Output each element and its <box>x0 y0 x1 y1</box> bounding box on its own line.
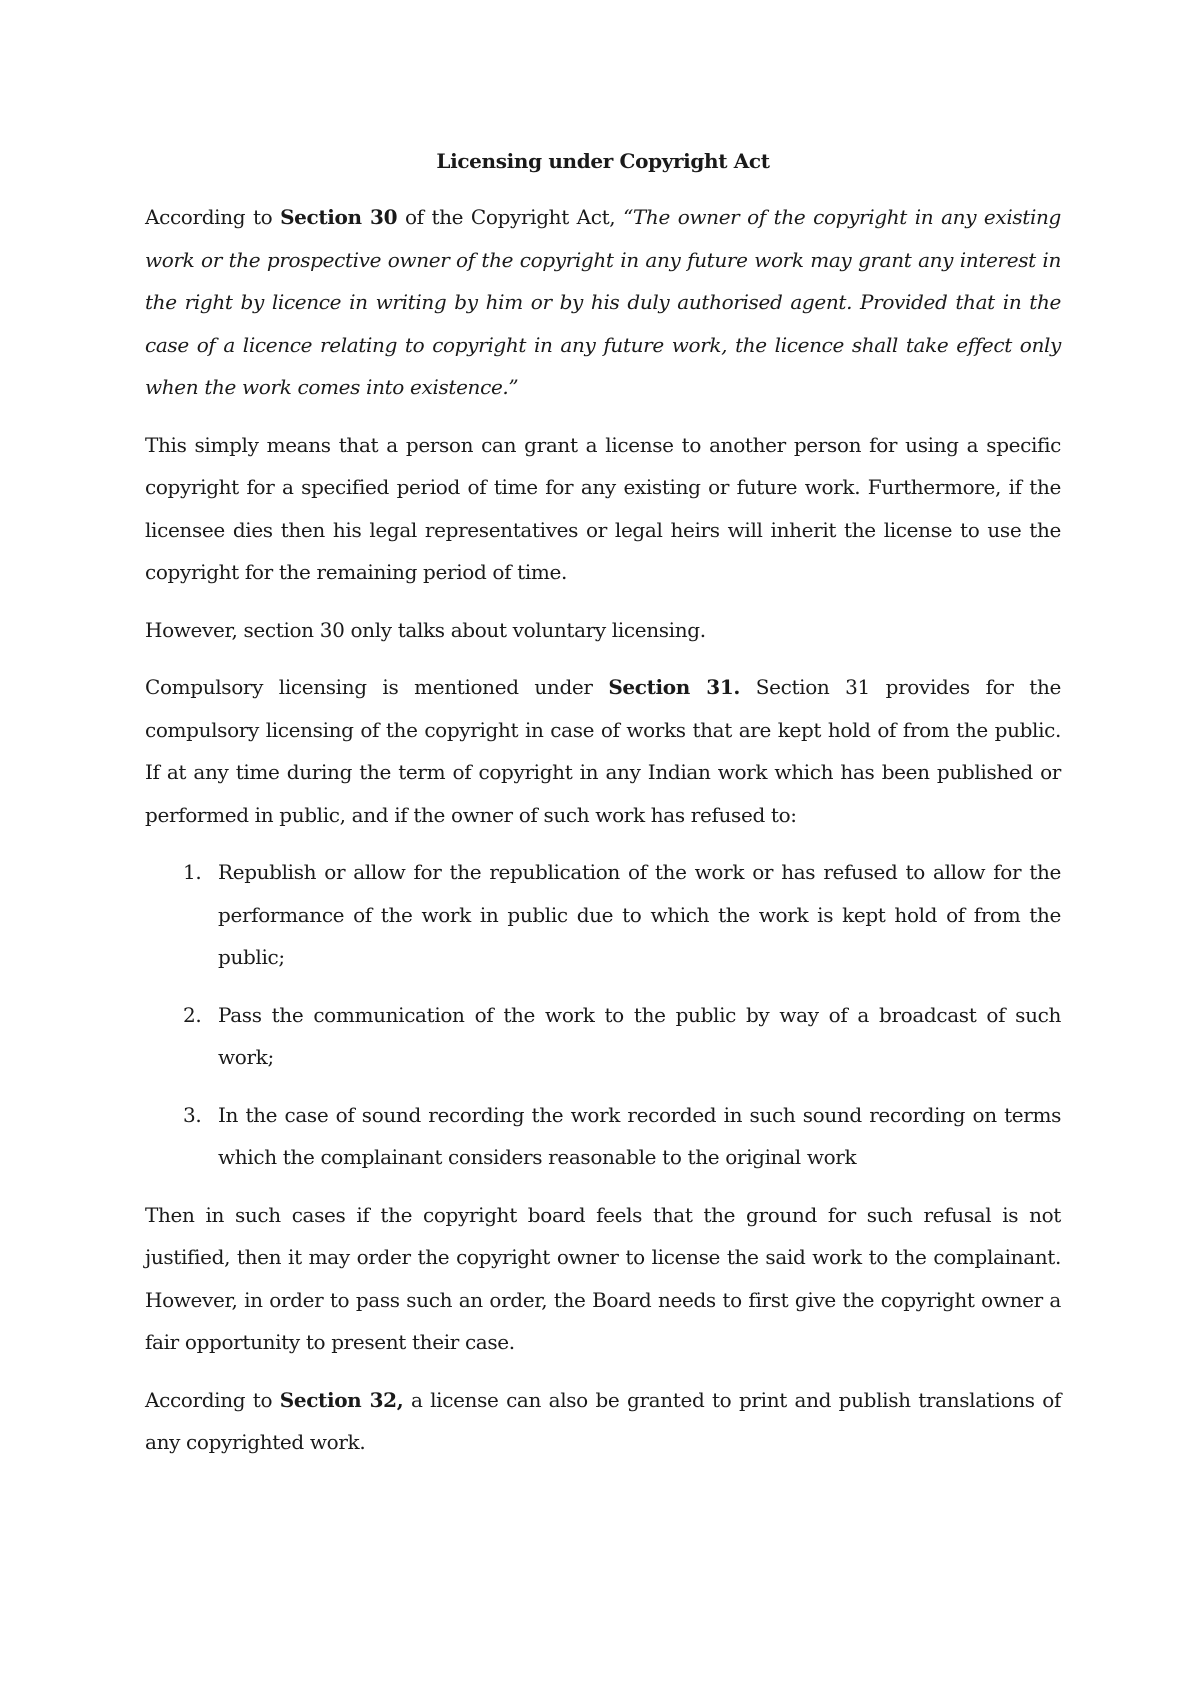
p1-intro-text-cont: of the Copyright Act, <box>397 205 624 229</box>
list-item <box>145 851 1061 979</box>
list-item-text: Republish or allow for the republication of the work or has refused to allow for the performance of the work in public due to which the work is kept hold of from the public; <box>218 860 1061 969</box>
paragraph-board-order: Then in such cases if the copyright board feels that the ground for such refusal is not justified, then it may order the copyright owner to license the said work to the complainant. However, in order to pass such an order, the Board needs to first give the copyright owner a fair opportunity to present their case. <box>145 1202 1061 1354</box>
paragraph-section-31 <box>145 666 1061 836</box>
list-item-number: 1. <box>183 860 202 884</box>
p1-intro-text: According to <box>145 205 281 229</box>
section-32-bold: Section 32, <box>279 1387 404 1412</box>
paragraph-section-32 <box>145 1379 1061 1464</box>
section-31-bold: Section 31. <box>608 675 741 699</box>
list-item <box>145 1094 1061 1179</box>
section-30-quote: “The owner of the copyright in any existing work or the prospective owner of the copyright in any future work may grant any interest in the right by licence in writing by him or by his duly authorised agent. Provided that in the case of a licence relating to copyright in any future work, the licence shall take effect only when the work comes into existence.” <box>145 205 1061 399</box>
document-title: Licensing under Copyright Act <box>436 149 770 173</box>
p6-text: According to <box>145 1387 280 1412</box>
p4-text-cont: Section 31 provides for the compulsory licensing of the copyright in case of works that are kept hold of from the public. If at any time during the term of copyright in any Indian work which has been published or performed in public, and if the owner of such work has refused to: <box>145 675 1061 827</box>
list-item <box>145 994 1061 1079</box>
paragraph-explanation: This simply means that a person can grant a license to another person for using a specific copyright for a specified period of time for any existing or future work. Furthermore, if the licensee dies then his legal representatives or legal heirs will inherit the license to use the copyright for the remaining period of time. <box>145 432 1061 584</box>
section-30-bold: Section 30 <box>280 205 398 229</box>
paragraph-section-30 <box>145 196 1061 409</box>
paragraph-voluntary: However, section 30 only talks about voluntary licensing. <box>145 617 706 642</box>
p4-text: Compulsory licensing is mentioned under <box>145 675 609 699</box>
refusal-list <box>145 851 1061 1179</box>
list-item-text: Pass the communication of the work to the public by way of a broadcast of such work; <box>218 1002 1061 1069</box>
list-item-number: 3. <box>183 1102 202 1127</box>
list-item-text: In the case of sound recording the work recorded in such sound recording on terms which the complainant considers reasonable to the original work <box>218 1102 1061 1169</box>
document-page <box>145 140 1061 1479</box>
p6-text-cont: a license can also be granted to print and publish translations of any copyrighted work. <box>145 1387 1061 1454</box>
list-item-number: 2. <box>183 1002 202 1027</box>
